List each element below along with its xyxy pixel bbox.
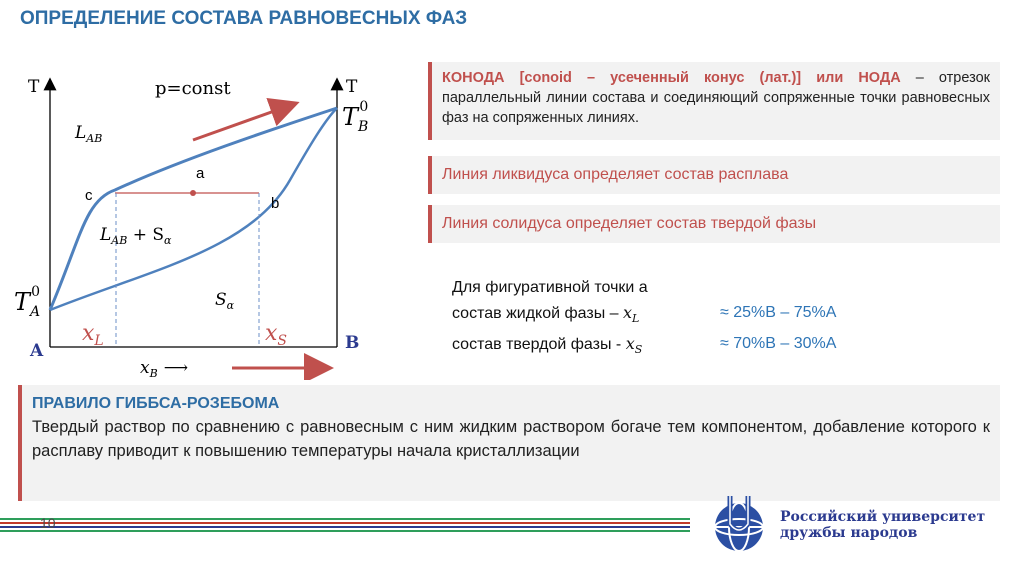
liquid-region-label: $L_{AB}$	[75, 123, 103, 145]
xl-label: $x_L$	[82, 321, 104, 349]
xl-symbol: $x_L$	[623, 303, 640, 326]
solidus-note: Линия солидуса определяет состав твердой фазы	[442, 215, 817, 232]
tb0-label: $T_B0$	[342, 99, 369, 135]
page-title: ОПРЕДЕЛЕНИЕ СОСТАВА РАВНОВЕСНЫХ ФАЗ	[20, 8, 468, 29]
rule-title: ПРАВИЛО ГИББСА-РОЗЕБОМА	[32, 395, 280, 412]
two-phase-region-label: $L_{AB} + S_\alpha$	[100, 225, 172, 247]
figurative-point-composition	[452, 275, 837, 362]
ta0-label: $T_A0$	[14, 284, 41, 320]
solidus-note-box	[428, 205, 1000, 243]
component-a-label: A	[30, 341, 44, 361]
xb-axis-label: $x_B$ ⟶	[140, 358, 189, 380]
phase-diagram	[0, 60, 420, 380]
t-right-label: T	[346, 77, 358, 97]
point-a-label: a	[196, 165, 205, 182]
rule-text: Твердый раствор по сравнению с равновесным с ним жидким раствором богаче тем компонентом, добавление которого к расплаву приводит к повышению температуры начала кристаллизации	[32, 418, 990, 460]
point-c-label: c	[85, 187, 93, 204]
liquidus-note: Линия ликвидуса определяет состав расплава	[442, 166, 789, 183]
component-b-label: B	[345, 333, 360, 353]
point-b-label: b	[271, 195, 280, 212]
university-logo-icon	[708, 494, 770, 556]
page-number: 10	[40, 515, 56, 531]
xs-symbol: $x_S$	[625, 334, 643, 357]
solid-composition-value: ≈ 70%B – 30%A	[720, 335, 837, 353]
konoda-definition-box	[428, 62, 1000, 140]
pressure-label: p=const	[155, 78, 231, 99]
t-left-label: T	[28, 77, 40, 97]
liquidus-note-box	[428, 156, 1000, 194]
figurative-line-2: состав жидкой фазы – $x_L$ ≈ 25%B – 75%A	[452, 300, 648, 331]
figurative-line-3: состав твердой фазы - $x_S$ ≈ 70%B – 30%A	[452, 331, 648, 362]
solid-region-label: $S_\alpha$	[215, 290, 235, 312]
konoda-text: – отрезок параллельный линии состава и соединяющий сопряженные точки равновесных фаз на сопряженных линиях.	[442, 70, 990, 126]
temperature-arrow	[193, 104, 294, 140]
figurative-line-1: Для фигуративной точки а	[452, 279, 648, 296]
university-name: Российский университет дружбы народов	[780, 509, 986, 541]
xs-label: $x_S$	[265, 321, 288, 349]
liquid-composition-value: ≈ 25%B – 75%A	[720, 304, 837, 321]
figurative-point	[190, 190, 196, 196]
konoda-term: КОНОДА [conoid – усеченный конус (лат.)] или НОДА	[442, 70, 901, 86]
gibbs-roozeboom-rule-box	[18, 385, 1000, 501]
